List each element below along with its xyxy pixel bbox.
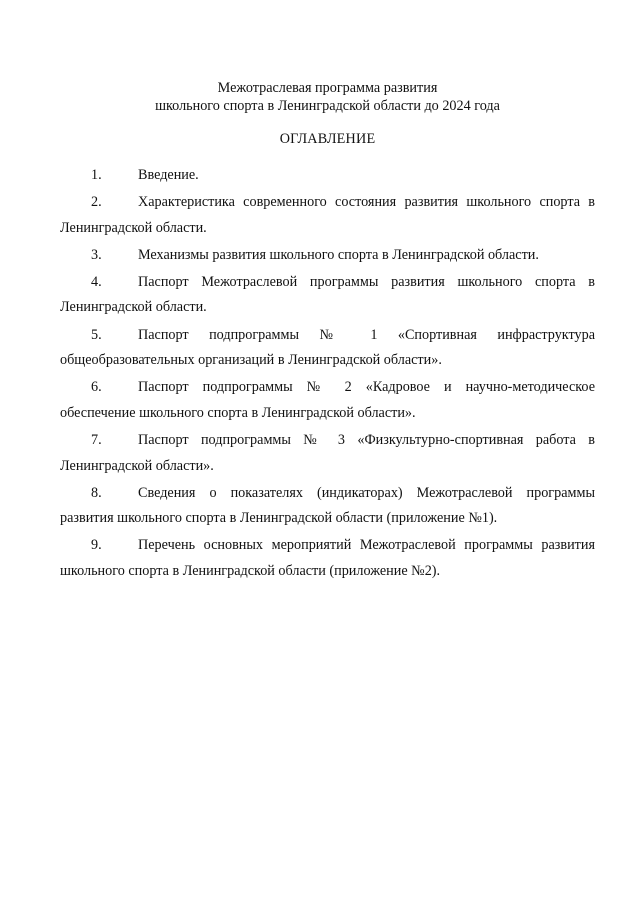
toc-item-number: 8.: [91, 484, 102, 501]
toc-item-3: [60, 243, 595, 269]
toc-item-number: 2.: [91, 194, 102, 211]
toc-item-text: Паспорт Межотраслевой программы развития школьного спорта в Ленинградской области.: [60, 273, 595, 316]
toc-item-text: Характеристика современного состояния развития школьного спорта в Ленинградской области.: [60, 194, 595, 236]
toc-item-text: Сведения о показателях (индикаторах) Межотраслевой программы развития школьного спорта в Ленинградской области (приложение №1).: [60, 484, 595, 527]
toc-item-5: [60, 323, 595, 374]
document-title: [60, 79, 595, 115]
title-line-1: Межотраслевая программа развития: [217, 80, 438, 96]
toc-item-number: 9.: [91, 537, 102, 554]
toc-item-9: [60, 533, 595, 584]
toc-item-text: Введение.: [138, 167, 199, 183]
toc-item-6: [60, 375, 595, 426]
table-of-contents: [60, 163, 595, 586]
toc-item-1: [60, 163, 595, 189]
toc-item-number: 6.: [91, 379, 102, 396]
toc-item-number: 3.: [91, 246, 102, 263]
toc-item-8: [60, 481, 595, 532]
toc-item-text: Перечень основных мероприятий Межотраслевой программы развития школьного спорта в Ленинградской области (приложение №2).: [60, 537, 595, 579]
toc-item-number: 7.: [91, 431, 102, 448]
toc-item-number: 4.: [91, 273, 102, 290]
toc-item-7: [60, 428, 595, 479]
title-line-2: школьного спорта в Ленинградской области до 2024 года: [155, 98, 500, 114]
toc-item-number: 1.: [91, 167, 102, 183]
toc-item-4: [60, 270, 595, 321]
toc-item-text: Паспорт подпрограммы № 3 «Физкультурно-спортивная работа в Ленинградской области».: [60, 431, 595, 474]
toc-item-text: Паспорт подпрограммы № 1 «Спортивная инфраструктура общеобразовательных организаций в Ленинградской области».: [60, 326, 595, 369]
toc-item-text: Паспорт подпрограммы № 2 «Кадровое и научно-методическое обеспечение школьного спорта в Ленинградской области».: [60, 379, 595, 421]
toc-item-text: Механизмы развития школьного спорта в Ленинградской области.: [138, 246, 539, 263]
toc-heading: ОГЛАВЛЕНИЕ: [279, 131, 376, 147]
toc-item-2: [60, 190, 595, 241]
toc-item-number: 5.: [91, 326, 102, 343]
